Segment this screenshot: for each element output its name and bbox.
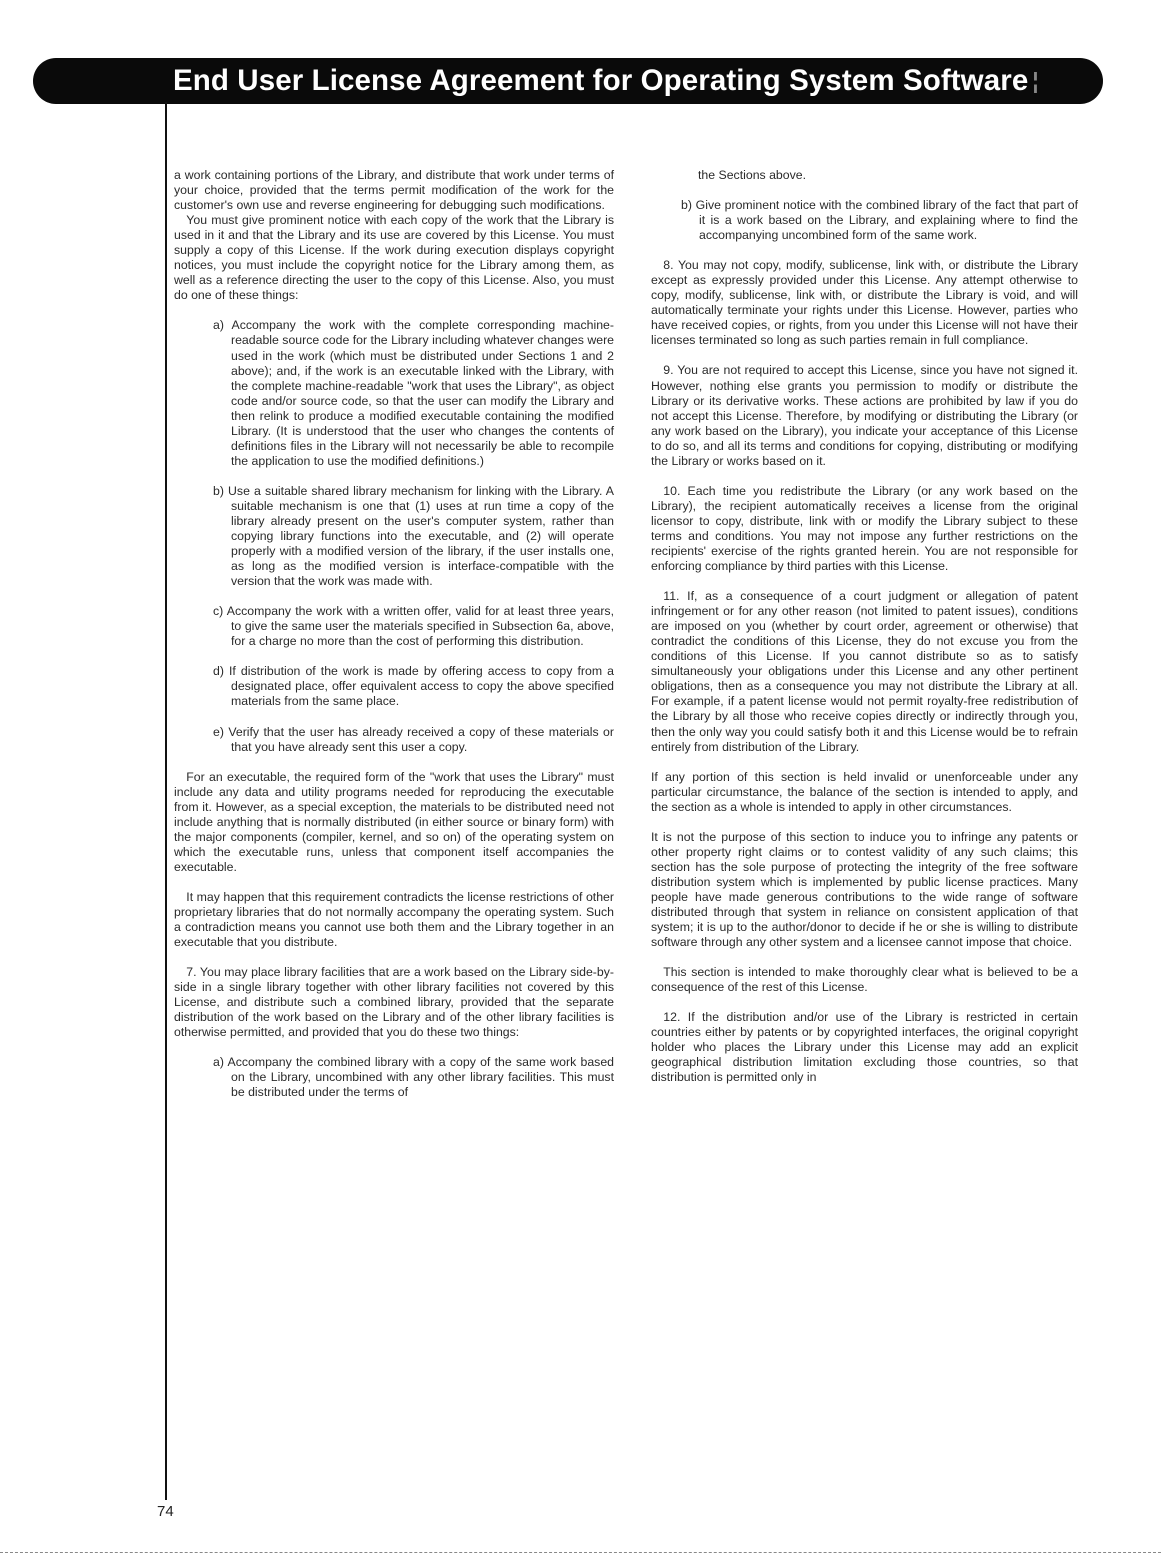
header-end-mark: ¦: [1032, 68, 1039, 93]
paragraph: 9. You are not required to accept this License, since you have not signed it. However, nothing else grants you permission to modify or distribute the Library or its derivative works. These actions are prohibited by law if you do not accept this License. Therefore, by modifying or distributing the Library (or any work based on the Library), you indicate your acceptance of this License to do so, and all its terms and conditions for copying, distributing or modifying the Library or works based on it.: [651, 363, 1078, 468]
paragraph: 8. You may not copy, modify, sublicense, link with, or distribute the Library except as expressly provided under this License. Any attempt otherwise to copy, modify, sublicense, link with, or distribute the Library is void, and will automatically terminate your rights under this License. However, parties who have received copies, or rights, from you under this License will not have their licenses terminated so long as such parties remain in full compliance.: [651, 258, 1078, 348]
list-item: a) Accompany the work with the complete corresponding machine-readable source code for the Library including whatever changes were used in the work (which must be distributed under Sections 1 and 2 above); and, if the work is an executable linked with the Library, with the complete machine-readable "work that uses the Library", as object code and/or source code, so that the user can modify the Library and then relink to produce a modified executable containing the modified Library. (It is understood that the user who changes the contents of definitions files in the Library will not necessarily be able to recompile the application to use the modified definitions.): [213, 318, 614, 468]
list-item: e) Verify that the user has already received a copy of these materials or that you have already sent this user a copy.: [213, 724, 614, 754]
paragraph: a work containing portions of the Library, and distribute that work under terms of your choice, provided that the terms permit modification of the work for the customer's own use and reverse engineering for debugging such modifications.: [174, 168, 614, 213]
list-item: c) Accompany the work with a written offer, valid for at least three years, to give the same user the materials specified in Subsection 6a, above, for a charge no more than the cost of performing this distribution.: [213, 604, 614, 649]
bottom-dashed-rule: [0, 1552, 1161, 1553]
paragraph: If any portion of this section is held invalid or unenforceable under any particular circumstance, the balance of the section is intended to apply, and the section as a whole is intended to apply in other circumstances.: [651, 769, 1078, 814]
left-column: [174, 168, 614, 1100]
paragraph: 11. If, as a consequence of a court judgment or allegation of patent infringement or for any other reason (not limited to patent issues), conditions are imposed on you (whether by court order, agreement or otherwise) that contradict the conditions of this License, they do not excuse you from the conditions of this License. If you cannot distribute so as to satisfy simultaneously your obligations under this License and any other pertinent obligations, then as a consequence you may not distribute the Library at all. For example, if a patent license would not permit royalty-free redistribution of the Library by all those who receive copies directly or indirectly through you, then the only way you could satisfy both it and this License would be to refrain entirely from distribution of the Library.: [651, 589, 1078, 754]
left-vertical-rule: [165, 102, 167, 1500]
paragraph: It is not the purpose of this section to induce you to infringe any patents or other property right claims or to contest validity of any such claims; this section has the sole purpose of protecting the integrity of the free software distribution system which is implemented by public license practices. Many people have made generous contributions to the wide range of software distributed through that system in reliance on consistent application of that system; it is up to the author/donor to decide if he or she is willing to distribute software through any other system and a licensee cannot impose that choice.: [651, 829, 1078, 950]
page-title: End User License Agreement for Operating System Software: [173, 64, 1029, 97]
page-number: 74: [157, 1503, 174, 1520]
paragraph: 10. Each time you redistribute the Library (or any work based on the Library), the recipient automatically receives a license from the original licensor to copy, distribute, link with or modify the Library subject to these terms and conditions. You may not impose any further restrictions on the recipients' exercise of the rights granted herein. You are not responsible for enforcing compliance by third parties with this License.: [651, 483, 1078, 574]
header-bar: [33, 58, 1103, 104]
paragraph: This section is intended to make thoroughly clear what is believed to be a consequence of the rest of this License.: [651, 965, 1078, 995]
paragraph: It may happen that this requirement contradicts the license restrictions of other proprietary libraries that do not normally accompany the operating system. Such a contradiction means you cannot use both them and the Library together in an executable that you distribute.: [174, 889, 614, 950]
list-item: b) Give prominent notice with the combined library of the fact that part of it is a work based on the Library, and explaining where to find the accompanying uncombined form of the same work.: [681, 198, 1078, 243]
right-column: [651, 168, 1078, 1085]
paragraph: 12. If the distribution and/or use of the Library is restricted in certain countries either by patents or by copyrighted interfaces, the original copyright holder who places the Library under this License may add an explicit geographical distribution limitation excluding those countries, so that distribution is permitted only in: [651, 1010, 1078, 1085]
paragraph: 7. You may place library facilities that are a work based on the Library side-by-side in a single library together with other library facilities not covered by this License, and distribute such a combined library, provided that the separate distribution of the work based on the Library and of the other library facilities is otherwise permitted, and provided that you do these two things:: [174, 965, 614, 1040]
list-item: b) Use a suitable shared library mechanism for linking with the Library. A suitable mechanism is one that (1) uses at run time a copy of the library already present on the user's computer system, rather than copying library functions into the executable, and (2) will operate properly with a modified version of the library, if the user installs one, as long as the modified version is interface-compatible with the version that the work was made with.: [213, 483, 614, 589]
list-item: a) Accompany the combined library with a copy of the same work based on the Library, uncombined with any other library facilities. This must be distributed under the terms of: [213, 1055, 614, 1100]
continued-text: the Sections above.: [698, 168, 807, 182]
paragraph: For an executable, the required form of the "work that uses the Library" must include any data and utility programs needed for reproducing the executable from it. However, as a special exception, the materials to be distributed need not include anything that is normally distributed (in either source or binary form) with the major components (compiler, kernel, and so on) of the operating system on which the executable runs, unless that component itself accompanies the executable.: [174, 769, 614, 874]
paragraph: You must give prominent notice with each copy of the work that the Library is used in it and that the Library and its use are covered by this License. You must supply a copy of this License. If the work during execution displays copyright notices, you must include the copyright notice for the Library among them, as well as a reference directing the user to the copy of this License. Also, you must do one of these things:: [174, 213, 614, 303]
list-item: d) If distribution of the work is made by offering access to copy from a designated place, offer equivalent access to copy the above specified materials from the same place.: [213, 664, 614, 709]
